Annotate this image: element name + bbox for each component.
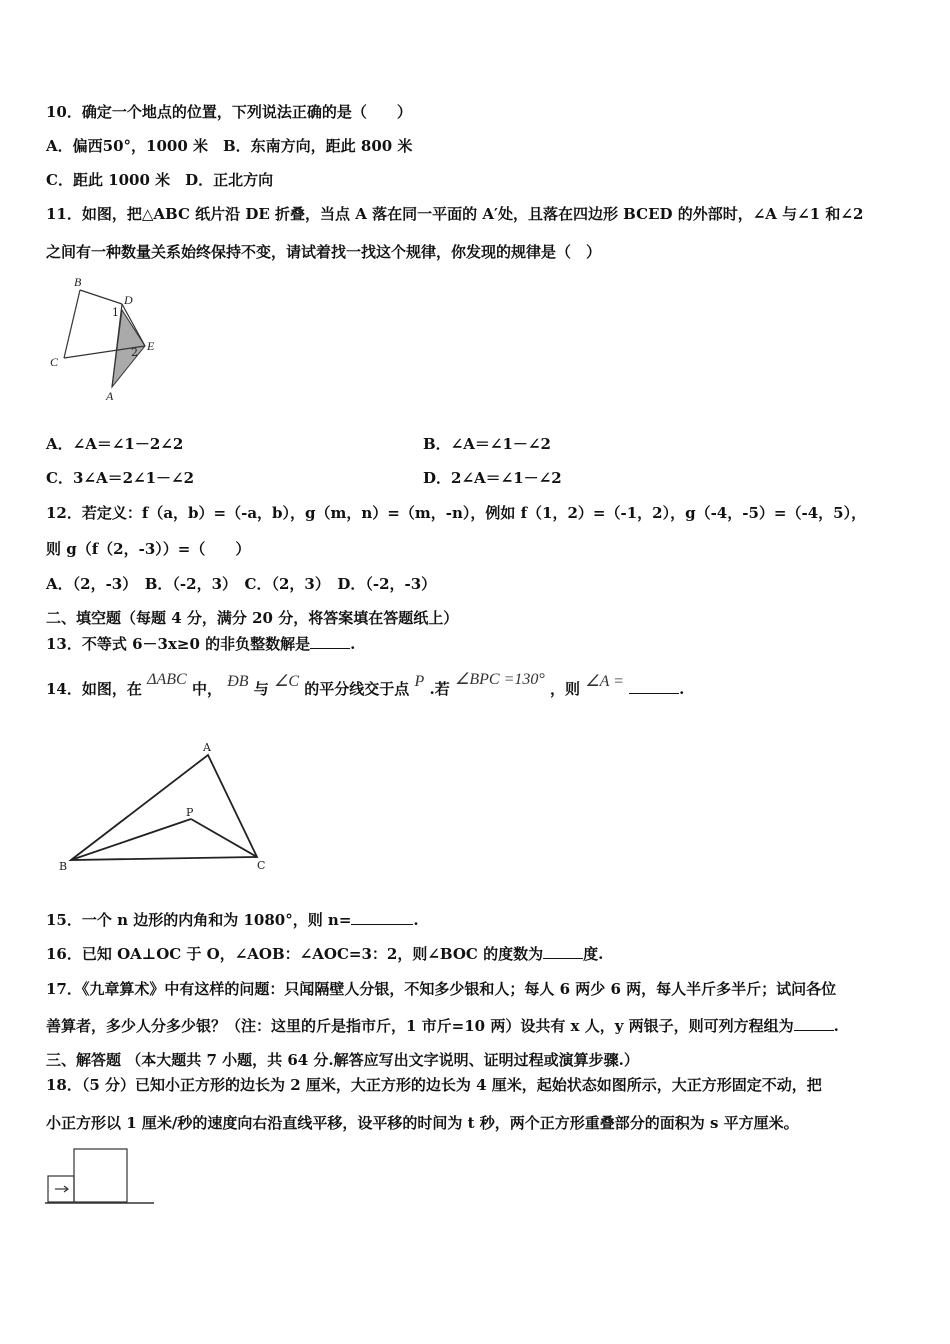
q10-options-cd: C．距此 1000 米 D．正北方向 [46, 171, 274, 189]
q14-text-5: .若 [429, 680, 450, 698]
q11-label-e: E [147, 339, 155, 353]
section3-heading: 三、解答题 （本大题共 7 小题，共 64 分.解答应写出文字说明、证明过程或演算步骤.） [46, 1051, 639, 1069]
q11-label-a: A [106, 389, 114, 403]
q14-math-point-p: P [414, 673, 425, 690]
q17-line1: 17．《九章算术》中有这样的问题：只闻隔壁人分银，不知多少银和人；每人 6 两少 6 两，每人半斤多半斤；试问各位 [46, 980, 837, 998]
q14-answer-blank [629, 679, 679, 694]
q14-label-p: P [186, 806, 194, 819]
q12-options: A．（2，-3） B．（-2，3） C．（2，3） D．（-2，-3） [46, 575, 437, 593]
q16-text: 16．已知 OA⊥OC 于 O，∠AOB：∠AOC=3：2，则∠BOC 的度数为 [46, 945, 544, 963]
q13-text: 13．不等式 6－3x≥0 的非负整数解是 [46, 635, 311, 653]
q17-answer-blank [794, 1016, 834, 1031]
q14-text-3: 与 [253, 680, 269, 698]
q11-fold-figure [46, 276, 166, 404]
q14-tail: . [679, 680, 685, 698]
q12-stem-line2: 则 g（f（2，-3））=（ ） [46, 540, 251, 558]
q17-tail: . [833, 1017, 839, 1035]
q11-option-b: B．∠A＝∠1－∠2 [423, 435, 551, 453]
q14-math-angle-c: ∠C [274, 673, 300, 690]
q14-label-c: C [257, 859, 266, 872]
q11-label-d: D [124, 293, 133, 307]
q11-angle-1: 1 [112, 306, 119, 319]
q18-line2: 小正方形以 1 厘米/秒的速度向右沿直线平移，设平移的时间为 t 秒，两个正方形重叠部分的面积为 s 平方厘米。 [46, 1114, 799, 1132]
q13-tail: . [350, 635, 356, 653]
q16-tail: 度. [583, 945, 604, 963]
q11-options-row1 [46, 434, 910, 454]
q17-line2 [46, 1016, 910, 1036]
q10-options-ab: A．偏西50°，1000 米 B．东南方向，距此 800 米 [46, 137, 413, 155]
q11-option-a: A．∠A＝∠1－2∠2 [46, 435, 184, 453]
q14-math-bpc: ∠BPC =130° [455, 671, 545, 688]
q11-stem-line1: 11．如图，把△ABC 纸片沿 DE 折叠，当点 A 落在同一平面的 A′处，且落在四边形 BCED 的外部时，∠A 与∠1 和∠2 [46, 205, 864, 223]
q11-angle-2: 2 [131, 346, 138, 359]
section2-heading: 二、填空题（每题 4 分，满分 20 分，将答案填在答题纸上） [46, 609, 459, 627]
q14-text-4: 的平分线交于点 [304, 680, 410, 698]
right-arrow-icon [55, 1186, 68, 1192]
q16-answer-blank [543, 944, 583, 959]
q12-stem-line1: 12．若定义：f（a，b）=（-a，b），g（m，n）=（m，-n），例如 f（1，2）=（-1，2），g（-4，-5）=（-4，5）， [46, 504, 867, 522]
q15-text: 15．一个 n 边形的内角和为 1080°，则 n= [46, 911, 352, 929]
q14-math-angle-a: ∠A = [585, 673, 624, 690]
q14-label-a: A [203, 741, 211, 754]
q13 [46, 634, 910, 654]
q11-option-d: D．2∠A＝∠1－∠2 [423, 469, 562, 487]
q14-text-1: 14．如图，在 [46, 680, 142, 698]
q14-text-2: 中， [191, 680, 222, 698]
q16 [46, 944, 910, 964]
q14-label-b: B [59, 860, 68, 873]
q14-math-angle-b: ÐB [227, 673, 249, 690]
q14-math-triangle: ΔABC [147, 671, 187, 688]
q11-stem-line2: 之间有一种数量关系始终保持不变，请试着找一找这个规律，你发现的规律是（ ） [46, 243, 602, 261]
q11-options-row2 [46, 468, 910, 488]
q14-text-6: ，则 [550, 680, 581, 698]
q18-squares-figure [44, 1146, 160, 1208]
q18-line1: 18．（5 分）已知小正方形的边长为 2 厘米，大正方形的边长为 4 厘米，起始状态如图所示，大正方形固定不动，把 [46, 1076, 822, 1094]
q15 [46, 910, 910, 930]
q11-option-c: C．3∠A＝2∠1－∠2 [46, 469, 195, 487]
q10-stem: 10．确定一个地点的位置，下列说法正确的是（ ） [46, 103, 412, 121]
q11-label-b: B [74, 275, 82, 289]
q11-label-c: C [50, 355, 59, 369]
q14 [46, 671, 910, 700]
q15-tail: . [413, 911, 419, 929]
q14-triangle-figure [56, 738, 276, 874]
q13-answer-blank [310, 634, 350, 649]
q15-answer-blank [351, 910, 413, 925]
q17-text: 善算者，多少人分多少银？（注：这里的斤是指市斤，1 市斤=10 两）设共有 x 人，y 两银子，则可列方程组为 [46, 1017, 794, 1035]
